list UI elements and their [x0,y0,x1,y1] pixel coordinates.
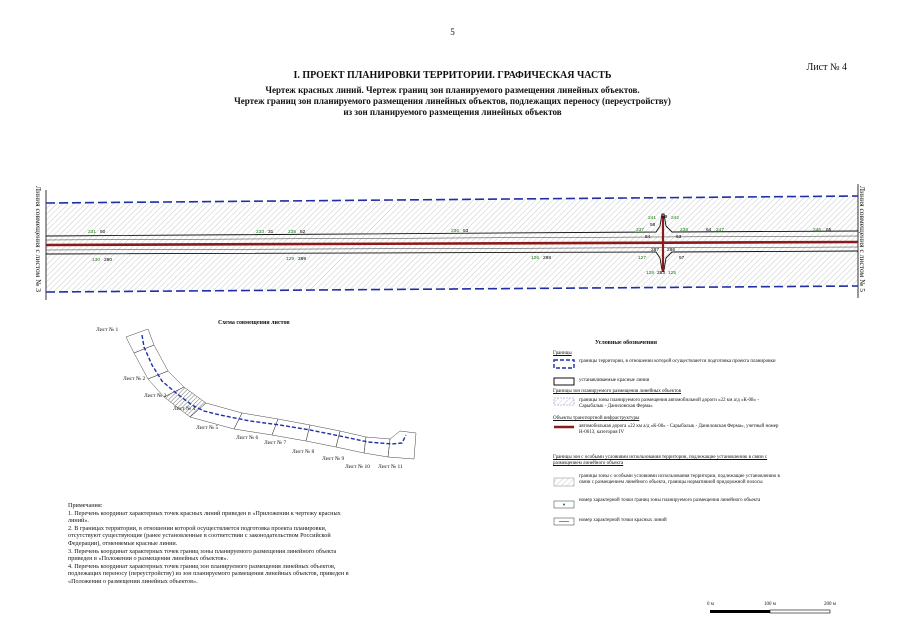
legend-symbol-red-lines [554,378,574,385]
scheme-sheet-4 [164,387,206,417]
point-label: 57 [679,256,685,261]
point-label: 59 [662,215,668,220]
point-label: 231 [88,230,97,235]
legend-section-transport: Объекты транспортной инфраструктуры [553,416,640,421]
legend-item-territory: границы территории, в отношении которой осуществляется подготовка проекта планировки [579,359,776,364]
legend-symbol-territory [554,360,574,368]
scheme-label-sheet-5: Лист № 5 [196,425,219,431]
legend-symbol-special-zone [554,478,574,486]
legend-item-zone-point: номер характерной точки границ зоны планируемого размещения линейного объекта [579,498,761,503]
point-label: 127 [638,256,647,261]
scale-label-100: 100 м [764,602,776,607]
scheme-label-sheet-10: Лист № 10 [345,464,371,470]
point-label: 65 [826,228,832,233]
page-title: I. ПРОЕКТ ПЛАНИРОВКИ ТЕРРИТОРИИ. ГРАФИЧЕСКАЯ ЧАСТЬ [293,70,612,81]
scheme-map [120,325,420,475]
scheme-sheet-10 [364,437,390,457]
point-label: 241 [648,216,657,221]
point-label: 290 [104,258,113,263]
scale-label-200: 200 м [824,602,836,607]
note-2: 2. В границах территории, в отношении которой осуществляется подготовка проекта планировки, отсутствуют существующие (ранее установленные в соответствии с законодательством Российской Федерации), отменяемые красные линии. [68,524,331,547]
point-label: 287 [651,248,660,253]
scheme-label-sheet-4: Лист № 4 [173,406,196,412]
point-label: 129 [286,257,295,262]
point-label: 64 [706,228,712,233]
legend-section-special: Границы зон с особыми условиями использования территории, подлежащие установлению в связи с размещением линейного объекта [553,455,768,466]
match-line-right-label: Линия совмещения с листом № 5 [858,186,867,292]
point-label: 125 [668,271,677,276]
scheme-label-sheet-6: Лист № 6 [236,435,259,441]
point-label: 50 [100,230,106,235]
legend-item-road: автомобильная дорога «22 км а/д «К-08» - Сарыбалык - Даниловская Ферма», учетный номер Н-0613, категория IV [579,424,779,435]
note-3: 3. Перечень координат характерных точек границ зоны планируемого размещения линейного объекта приведен в «Положении о размещении линейных объектов». [68,547,337,563]
scheme-sheet-1 [126,329,154,353]
point-label: 54 [645,235,651,240]
scheme-label-sheet-3: Лист № 3 [144,393,167,399]
point-label: 237 [636,228,645,233]
legend-item-special-zone: границы зоны с особыми условиями использования территории, подлежащие установлению в связи с размещением линейного объекта, границы нормативной придорожной полосы [579,474,780,485]
legend-item-zone: границы зоны планируемого размещения автомобильной дороги «22 км а/д «К-08» - Сарыбалык - Даниловская Ферма» [579,398,759,409]
scheme-sheet-7 [272,419,310,441]
subtitle-3: из зон планируемого размещения линейных объектов [343,107,562,117]
legend-symbols [553,358,575,532]
scheme-sheet-9 [336,431,366,453]
legend-section-zones: Границы зон планируемого размещения линейных объектов [553,389,682,394]
scale-bar [708,608,848,616]
point-label: 63 [676,235,682,240]
point-label: 130 [92,258,101,263]
subtitle-2: Чертеж границ зон планируемого размещения линейных объектов, подлежащих переносу (переустройству) [234,96,671,106]
legend-item-red-point: номер характерной точки красных линий [579,518,667,523]
point-label: 283 [657,271,666,276]
point-label: 286 [667,248,676,253]
point-label: 128 [646,271,655,276]
point-label: 233 [256,230,265,235]
point-label: 289 [298,257,307,262]
note-1: 1. Перечень координат характерных точек красных линий приведен в «Приложении к чертежу красных линий». [68,509,341,525]
point-label: 247 [716,228,725,233]
legend-item-red-lines: устанавливаемые красные линии [579,378,650,383]
scheme-label-sheet-8: Лист № 8 [292,449,315,455]
legend-title: Условные обозначения [595,340,657,346]
scheme-label-sheet-2: Лист № 2 [123,376,146,382]
notes [68,502,350,586]
match-line-left-label: Линия совмещения с листом № 3 [34,186,43,292]
scheme-sheet-11 [388,431,416,459]
scheme-title: Схема совмещения листов [218,320,290,326]
page-number: 5 [450,27,455,37]
scheme-sheet-8 [306,425,340,447]
note-4: 4. Перечень координат характерных точек границ зон планируемого размещения линейных объектов, подлежащих переносу (переустройству) из зон планируемого размещения линейных объектов, приведен в «Положении о размещении линейных объектов». [68,562,349,585]
legend-section-boundaries: Границы [553,351,572,356]
point-label: 246 [813,228,822,233]
point-label: 236 [451,229,460,234]
point-label: 238 [680,228,689,233]
point-label: 53 [463,229,469,234]
legend-symbol-zone [554,398,574,405]
point-label: 288 [543,256,552,261]
subtitle-1: Чертеж красных линий. Чертеж границ зон планируемого размещения линейных объектов. [265,85,640,95]
point-label: 52 [300,230,306,235]
point-label: 58 [650,223,656,228]
point-label: 235 [288,230,297,235]
scale-label-0: 0 м [707,602,714,607]
point-label: 126 [531,256,540,261]
sheet-number: Лист № 4 [806,62,847,73]
point-label: 31 [268,230,274,235]
point-label: 242 [671,216,680,221]
notes-heading: Примечания: [68,502,103,509]
scheme-label-sheet-11: Лист № 11 [378,464,403,470]
scheme-sheet-2 [134,345,168,379]
scheme-label-sheet-7: Лист № 7 [264,440,287,446]
scheme-label-sheet-1: Лист № 1 [96,327,119,333]
scheme-label-sheet-9: Лист № 9 [322,456,345,462]
